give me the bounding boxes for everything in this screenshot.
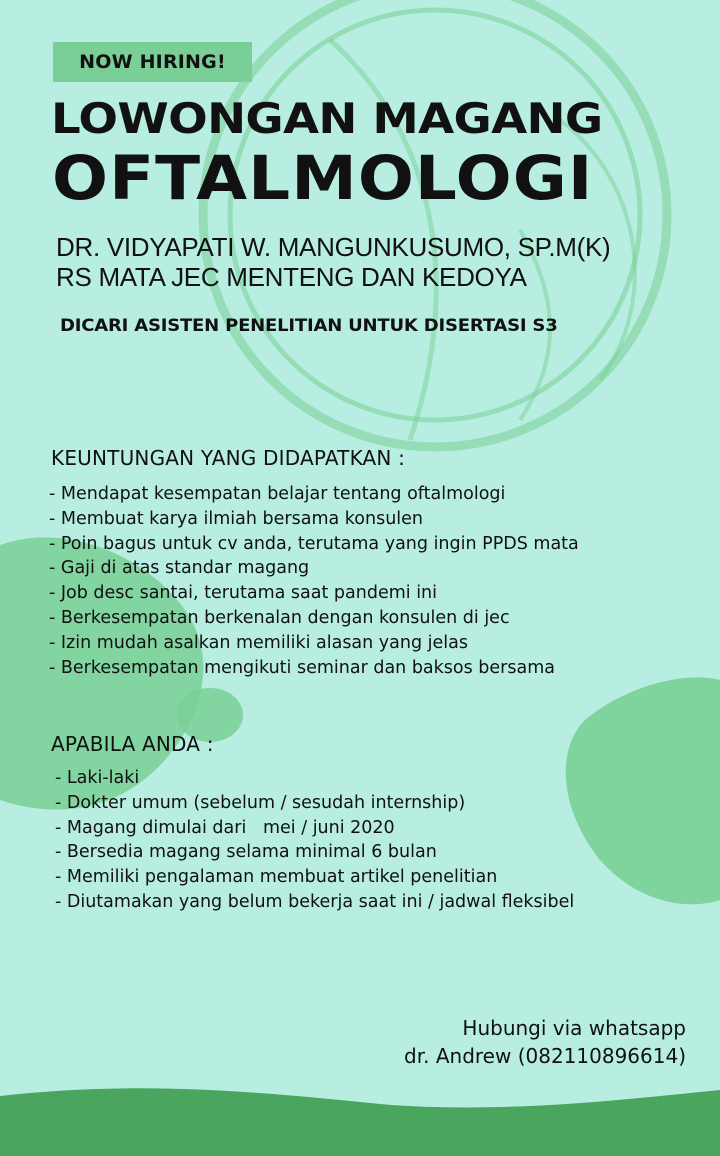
list-item: - Memiliki pengalaman membuat artikel penelitian (55, 867, 498, 888)
title-line-2: OFTALMOLOGI (52, 143, 594, 214)
contact-line-1: Hubungi via whatsapp (462, 1016, 686, 1040)
title-line-1: LOWONGAN MAGANG (51, 94, 603, 143)
list-item: - Mendapat kesempatan belajar tentang oftalmologi (49, 484, 506, 504)
contact-info (404, 1014, 686, 1070)
eye-outline-icon (203, 0, 667, 447)
green-wave-footer (0, 1088, 720, 1156)
right-blob (566, 677, 720, 904)
list-item: - Izin mudah asalkan memiliki alasan yang jelas (49, 632, 468, 653)
contact-line-2: dr. Andrew (082110896614) (404, 1044, 686, 1068)
list-item: - Bersedia magang selama minimal 6 bulan (55, 842, 437, 863)
list-item: - Berkesempatan mengikuti seminar dan baksos bersama (49, 657, 555, 678)
doctor-info (56, 232, 610, 292)
requirements-list (55, 766, 574, 915)
list-item: - Diutamakan yang belum bekerja saat ini / jadwal fleksibel (55, 891, 575, 912)
list-item: - Magang dimulai dari mei / juni 2020 (55, 817, 395, 838)
benefits-heading: KEUNTUNGAN YANG DIDAPATKAN : (51, 446, 406, 470)
list-item: - Job desc santai, terutama saat pandemi ini (49, 583, 438, 604)
list-item: - Membuat karya ilmiah bersama konsulen (49, 508, 424, 529)
list-item: - Berkesempatan berkenalan dengan konsulen di jec (49, 607, 510, 628)
now-hiring-label: NOW HIRING! (79, 51, 226, 73)
list-item: - Laki-laki (55, 768, 140, 788)
hospital-name: RS MATA JEC MENTENG DAN KEDOYA (56, 262, 527, 292)
position-sought: DICARI ASISTEN PENELITIAN UNTUK DISERTASI S3 (60, 316, 558, 336)
requirements-heading: APABILA ANDA : (51, 732, 214, 756)
list-item: - Dokter umum (sebelum / sesudah internship) (55, 792, 466, 813)
list-item: - Gaji di atas standar magang (49, 558, 310, 579)
list-item: - Poin bagus untuk cv anda, terutama yang ingin PPDS mata (49, 533, 579, 554)
benefits-list (49, 482, 579, 680)
now-hiring-badge (53, 42, 252, 82)
doctor-name: DR. VIDYAPATI W. MANGUNKUSUMO, SP.M(K) (56, 232, 611, 262)
